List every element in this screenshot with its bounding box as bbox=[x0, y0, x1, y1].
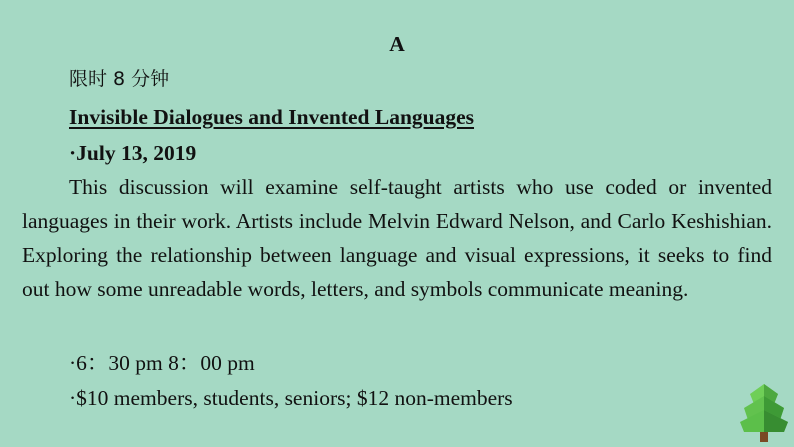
time-limit: 限时 8 分钟 bbox=[69, 68, 170, 90]
tree-icon bbox=[738, 382, 790, 444]
event-date: ·July 13, 2019 bbox=[69, 141, 197, 165]
article-body: This discussion will examine self-taught artists who use coded or invented languages in their work. Artists include Melvin Edward Nelson, and Carlo Keshishian. Exploring the relationship between language and visual expressions, it seeks to find out how some unreadable words, letters, and symbols communicate meaning. bbox=[22, 175, 772, 301]
article-title: Invisible Dialogues and Invented Languages bbox=[69, 105, 475, 129]
section-heading: A bbox=[389, 32, 405, 56]
event-price: ·$10 members, students, seniors; $12 non-members bbox=[69, 386, 513, 410]
event-time: ·6：30 pm 8：00 pm bbox=[69, 351, 255, 375]
